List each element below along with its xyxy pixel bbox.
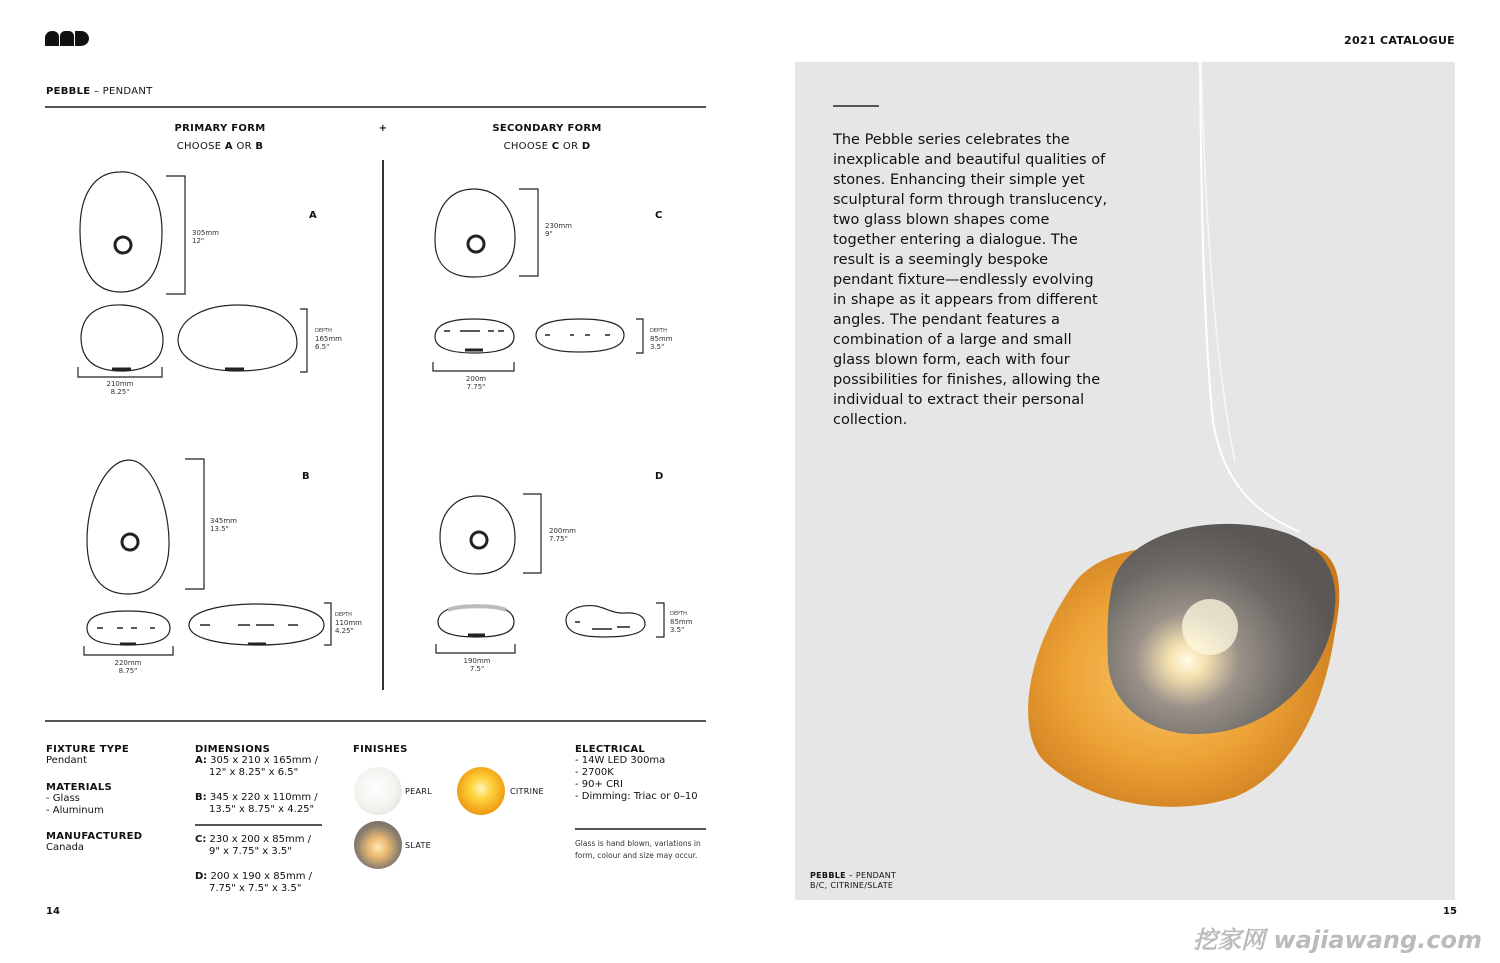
form-a-side-drawings	[81, 305, 297, 371]
form-d-height-bracket	[523, 494, 541, 573]
description-rule	[833, 105, 879, 107]
form-drawings	[0, 0, 760, 720]
form-c-front-drawing	[435, 189, 515, 277]
form-a-depth-label: DEPTH 165mm 6.5"	[315, 328, 342, 351]
form-b-letter: B	[302, 471, 310, 482]
form-d-width-label: 190mm 7.5"	[463, 657, 491, 673]
form-a-height-bracket	[166, 176, 185, 294]
photo-caption: PEBBLE – PENDANT B/C, CITRINE/SLATE	[810, 871, 897, 890]
form-b-front-drawing	[87, 460, 169, 594]
spec-dimensions: DIMENSIONS A: 305 x 210 x 165mm / 12" x 8.25" x 6.5" B: 345 x 220 x 110mm / 13.5" x 8.75" x 4.25" C: 230 x 200 x 85mm / 9" x 7.75" x 3.5" D: 200 x 190 x 85mm / 7.75" x 7.5" x 3.5"	[195, 744, 330, 895]
form-a-front-drawing	[80, 172, 162, 292]
form-a-letter: A	[309, 210, 317, 221]
form-d-width-bracket	[436, 644, 515, 653]
secondary-form-title: SECONDARY FORM	[492, 123, 602, 134]
form-c-height-label: 230mm 9"	[545, 222, 572, 238]
breadcrumb-type: – PENDANT	[90, 86, 153, 97]
pearl-label: PEARL	[405, 787, 432, 796]
form-a-depth-bracket	[300, 309, 307, 372]
form-b-width-bracket	[84, 646, 173, 655]
form-c-width-label: 200m 7.75"	[465, 375, 487, 391]
secondary-form-choose: CHOOSE C OR D	[503, 141, 591, 152]
form-d-letter: D	[655, 471, 664, 482]
glass-note: Glass is hand blown, variations in form, colour and size may occur.	[575, 839, 701, 860]
form-c-depth-label: DEPTH 85mm 3.5"	[650, 328, 673, 351]
form-d-depth-label: DEPTH 85mm 3.5"	[670, 611, 693, 634]
form-c-letter: C	[655, 210, 663, 221]
watermark: 挖家网 wajiawang.com	[1193, 926, 1482, 954]
form-d-height-label: 200mm 7.75"	[549, 527, 576, 543]
form-b-side-drawings	[87, 604, 324, 645]
page-number-right: 15	[1443, 906, 1457, 917]
catalogue-title: 2021 CATALOGUE	[1344, 34, 1455, 47]
spec-finishes-title: FINISHES	[353, 744, 408, 755]
page-number-left: 14	[46, 906, 60, 917]
primary-form-title: PRIMARY FORM	[174, 123, 266, 134]
form-c-height-bracket	[519, 189, 538, 276]
citrine-swatch	[457, 767, 505, 815]
citrine-label: CITRINE	[510, 787, 544, 796]
form-b-depth-label: DEPTH 110mm 4.25"	[335, 612, 362, 635]
form-b-height-bracket	[185, 459, 204, 589]
slate-swatch	[354, 821, 402, 869]
note-divider	[575, 828, 706, 830]
form-c-width-bracket	[433, 362, 514, 371]
form-c-side-drawings	[435, 319, 624, 353]
form-a-height-label: 305mm 12"	[192, 229, 219, 245]
spec-fixture-type: FIXTURE TYPE Pendant	[46, 744, 130, 766]
spec-electrical: ELECTRICAL - 14W LED 300ma - 2700K - 90+ CRI - Dimming: Triac or 0–10	[575, 744, 698, 802]
product-description: The Pebble series celebrates the inexplicable and beautiful qualities of stones. Enhancing their simple yet sculptural form through translucency, two glass blown shapes come together entering a dialogue. The result is a seemingly bespoke pendant fixture—endlessly evolving in shape as it appears from different angles. The pendant features a combination of a large and small glass blown form, each with four possibilities for finishes, allowing the individual to extract their personal collection.	[833, 132, 1108, 428]
form-d-front-drawing	[440, 496, 515, 574]
form-b-depth-bracket	[324, 603, 331, 645]
pearl-swatch	[354, 767, 402, 815]
plus-sign: +	[378, 123, 388, 134]
form-b-width-label: 220mm 8.75"	[114, 659, 142, 675]
form-c-depth-bracket	[636, 319, 643, 353]
form-b-height-label: 345mm 13.5"	[210, 517, 237, 533]
primary-form-choose: CHOOSE A OR B	[176, 141, 264, 152]
form-d-depth-bracket	[656, 603, 664, 637]
form-a-width-label: 210mm 8.25"	[106, 380, 134, 396]
spec-divider	[45, 720, 706, 722]
spec-materials: MATERIALS - Glass - Aluminum	[46, 782, 113, 816]
slate-label: SLATE	[405, 841, 432, 850]
form-d-side-drawings	[438, 605, 645, 637]
breadcrumb-product: PEBBLE	[46, 86, 91, 97]
spec-manufactured: MANUFACTURED Canada	[46, 831, 143, 853]
